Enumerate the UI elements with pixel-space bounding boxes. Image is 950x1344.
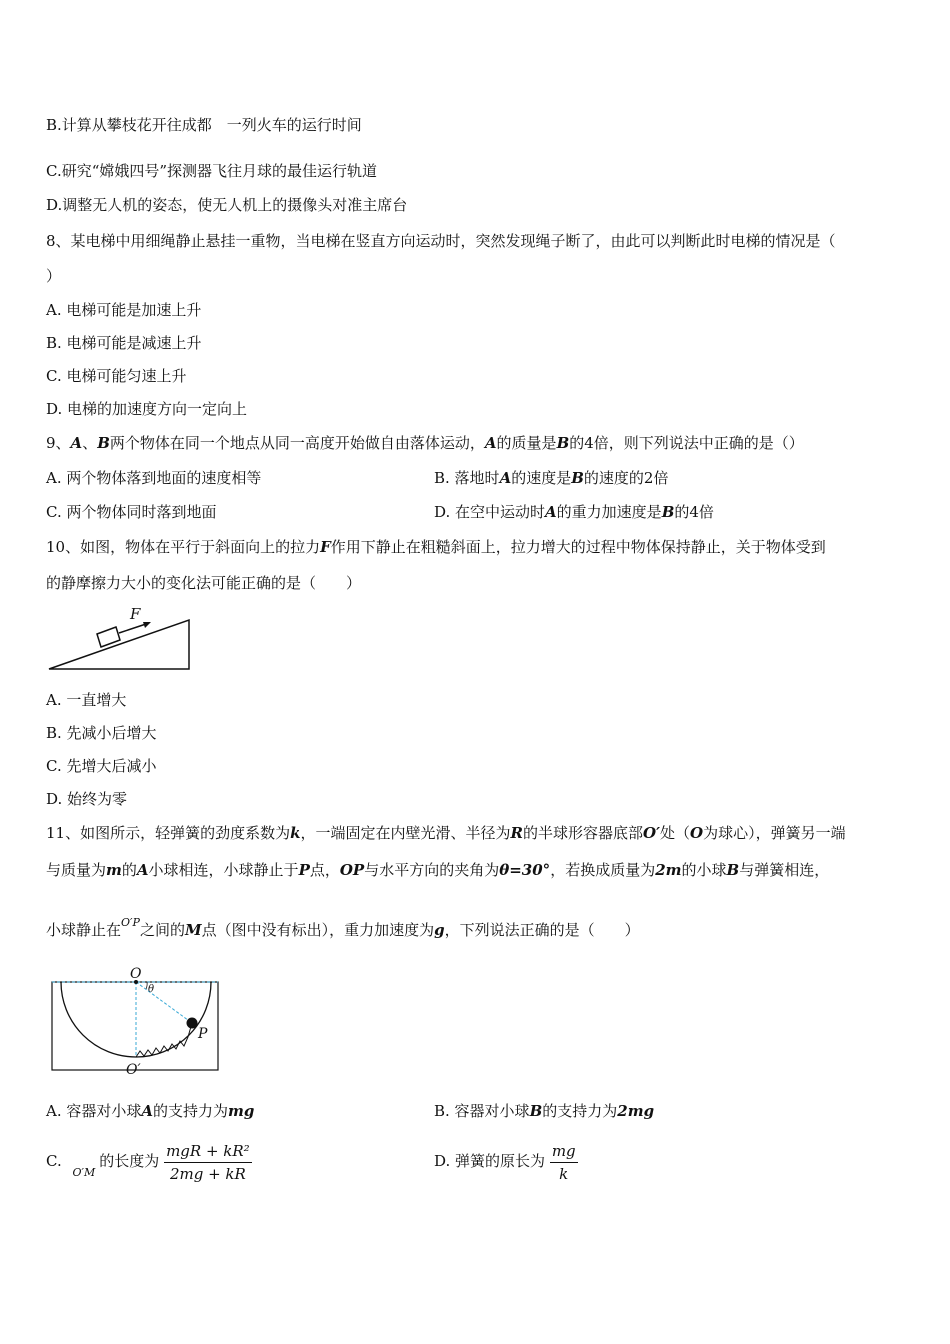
q7-option-d: D.调整无人机的姿态，使无人机上的摄像头对准主席台 [46, 196, 408, 214]
incline-figure [46, 603, 196, 673]
q11-stem-line2: 与质量为m的A小球相连，小球静止于P点，OP与水平方向的夹角为θ=30°，若换成质量为2m的小球B与弹簧相连， [46, 861, 830, 879]
block [97, 627, 120, 647]
q9-stem: 9、A、B两个物体在同一个地点从同一高度开始做自由落体运动，A的质量是B的4倍，则下列说法中正确的是（） [46, 434, 804, 452]
force-label: F [130, 605, 141, 623]
q9-option-d: D. 在空中运动时A的重力加速度是B的4倍 [434, 503, 714, 521]
ball [187, 1018, 198, 1029]
hemisphere-figure [46, 960, 226, 1078]
q8-option-d: D. 电梯的加速度方向一定向上 [46, 400, 248, 418]
q8-stem-line2: ） [46, 267, 62, 285]
q7-option-c: C.研究“嫦娥四号”探测器飞往月球的最佳运行轨道 [46, 162, 378, 180]
q10-option-b: B. 先减小后增大 [46, 724, 157, 742]
q8-option-a: A. 电梯可能是加速上升 [46, 301, 202, 319]
q10-stem-line1: 10、如图，物体在平行于斜面向上的拉力F作用下静止在粗糙斜面上，拉力增大的过程中物体保持静止，关于物体受到 [46, 538, 826, 556]
label-o: O [130, 966, 142, 982]
fraction-d: $\frac{mg}{k}$ [551, 1141, 576, 1183]
label-p: P [198, 1026, 208, 1042]
q10-option-c: C. 先增大后减小 [46, 757, 157, 775]
q9-option-a: A. 两个物体落到地面的速度相等 [46, 469, 262, 487]
segment-om: O′M [72, 1166, 96, 1179]
theta-arc [146, 982, 147, 989]
force-arrowhead [143, 622, 151, 628]
q8-stem-line1: 8、某电梯中用细绳静止悬挂一重物，当电梯在竖直方向运动时，突然发现绳子断了，由此可以判断此时电梯的情况是（ [46, 232, 836, 250]
q11-stem-line1: 11、如图所示，轻弹簧的劲度系数为k，一端固定在内壁光滑、半径为R的半球形容器底部O′处（O为球心），弹簧另一端 [46, 824, 846, 842]
q11-option-a: A. 容器对小球A的支持力为mg [46, 1102, 255, 1120]
q8-option-c: C. 电梯可能匀速上升 [46, 367, 187, 385]
incline-slope [49, 620, 189, 669]
q11-option-c: C. $_{O'M}$的长度为 $\frac{\text{mgR + kR²}}{2mg + kR}$ [46, 1141, 250, 1183]
q7-option-b: B.计算从攀枝花开往成都 一列火车的运行时间 [46, 116, 362, 134]
label-theta: θ [148, 984, 155, 995]
q10-stem-line2: 的静摩擦力大小的变化法可能正确的是（ ） [46, 574, 362, 592]
fraction-c: $\frac{\text{mgR + kR²}}{2mg + kR}$ [166, 1141, 250, 1183]
label-o-prime: O′ [126, 1062, 141, 1078]
q9-option-c: C. 两个物体同时落到地面 [46, 503, 217, 521]
q8-option-b: B. 电梯可能是减速上升 [46, 334, 202, 352]
op-line [136, 982, 192, 1023]
q11-option-b: B. 容器对小球B的支持力为2mg [434, 1102, 655, 1120]
q9-option-b: B. 落地时A的速度是B的速度的2倍 [434, 469, 669, 487]
q11-stem-line3: 小球静止在$^{O'P}$之间的M点（图中没有标出），重力加速度为g，下列说法正确的是（ ） [46, 916, 640, 939]
q10-option-a: A. 一直增大 [46, 691, 127, 709]
q11-option-d: D. 弹簧的原长为 $\frac{mg}{k}$ [434, 1141, 576, 1183]
q10-option-d: D. 始终为零 [46, 790, 128, 808]
